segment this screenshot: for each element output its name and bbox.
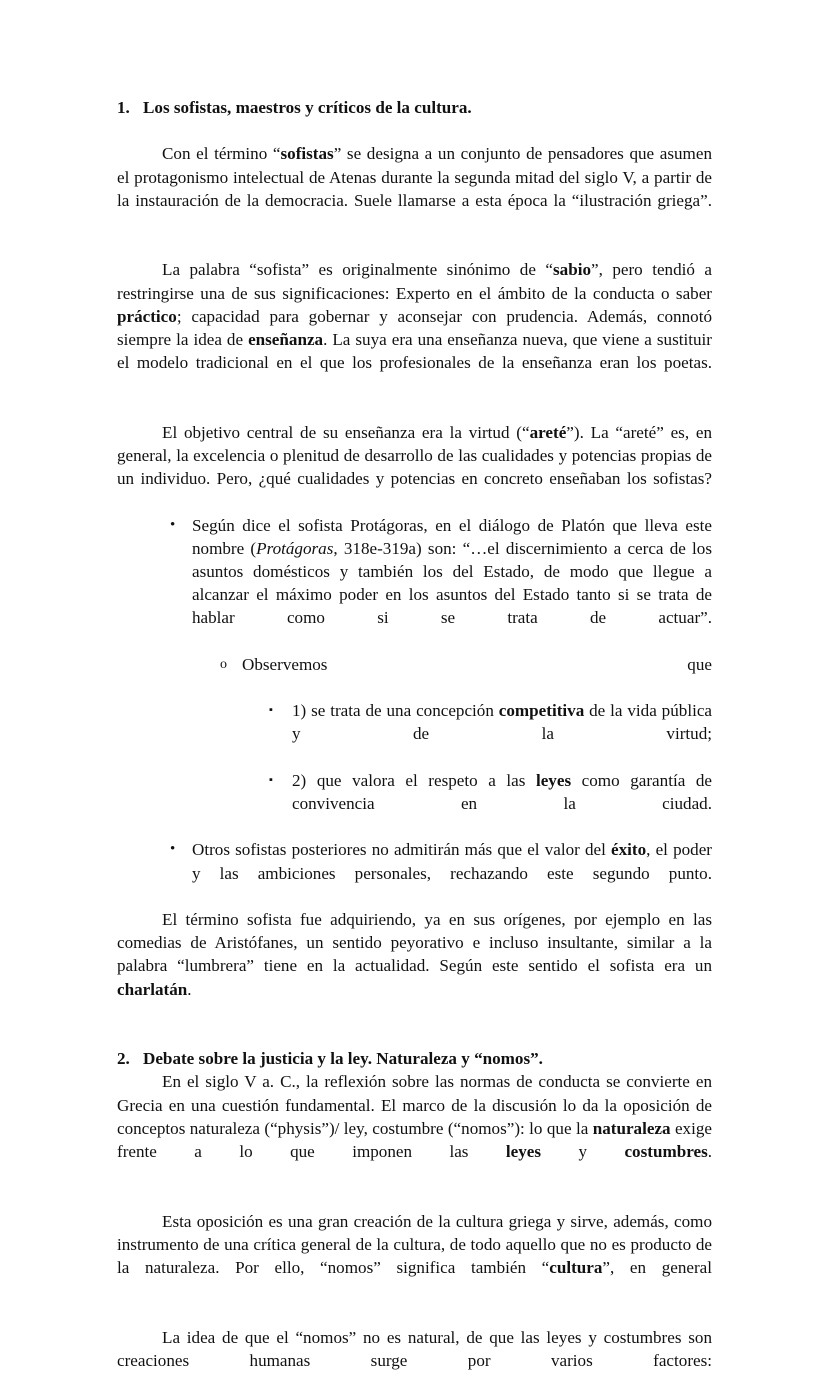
list-item bbox=[117, 699, 712, 769]
text-run: y bbox=[541, 1142, 625, 1162]
section-number-2: 2. bbox=[117, 1049, 130, 1069]
text-run: El objetivo central de su enseñanza era la virtud (“ bbox=[162, 422, 530, 442]
list-item bbox=[117, 838, 712, 908]
paragraph-physis-nomos bbox=[117, 1070, 712, 1186]
text-run: En el siglo V a. C., la reflexión sobre las normas de conducta se convierte en Grecia en una cuestión fundamental. El marco de la discusión lo da la oposición de conceptos naturaleza (“physis”)/ ley, costumbre (“nomos”): lo que la bbox=[117, 1072, 712, 1138]
list-item bbox=[117, 769, 712, 839]
bold-naturaleza: naturaleza bbox=[592, 1118, 671, 1138]
text-run: exige frente a lo que imponen las bbox=[117, 1118, 712, 1162]
bold-costumbres: costumbres bbox=[624, 1142, 708, 1162]
text-run: Otros sofistas posteriores no admitirán más que el valor del bbox=[192, 840, 612, 860]
section-title-1: Los sofistas, maestros y críticos de la cultura. bbox=[143, 98, 472, 117]
section-title-2: Debate sobre la justicia y la ley. Naturaleza y “nomos”. bbox=[143, 1049, 543, 1069]
bold-cultura: cultura bbox=[549, 1258, 603, 1278]
paragraph-termino-sofista bbox=[117, 908, 712, 1024]
paragraph-sofistas-definicion bbox=[117, 142, 712, 235]
text-run: de la vida pública y de la virtud; bbox=[292, 701, 712, 744]
text-run: Observemos que bbox=[242, 654, 712, 674]
vertical-spacer bbox=[117, 1024, 712, 1047]
bold-sabio: sabio bbox=[553, 260, 592, 280]
bullet-dot-icon: • bbox=[170, 516, 176, 533]
text-run: como garantía de convivencia en la ciudad. bbox=[292, 770, 712, 814]
vertical-spacer bbox=[117, 1186, 712, 1209]
text-run: ”, en general bbox=[602, 1258, 712, 1278]
bullet-square-icon: ▪ bbox=[269, 773, 273, 786]
text-run: Con el término “ bbox=[162, 144, 281, 164]
text-run: , 318e-319a) son: “…el discernimiento a cerca de los asuntos domésticos y también los del Estado, de modo que llegue a alcanzar el máximo poder en los asuntos del Estado tanto si se trata de hablar como si se trata de actuar”. bbox=[192, 538, 712, 628]
bullet-list-level2 bbox=[117, 653, 712, 699]
paragraph-sofista-sabio bbox=[117, 258, 712, 397]
bold-leyes-2: leyes bbox=[505, 1142, 542, 1162]
bold-charlatan: charlatán bbox=[117, 979, 188, 999]
bullet-list-level1-continued bbox=[117, 838, 712, 908]
bold-sofistas: sofistas bbox=[280, 144, 334, 164]
bullet-circle-icon: o bbox=[220, 656, 227, 672]
text-run: Según dice el sofista Protágoras, en el diálogo de Platón que lleva este nombre ( bbox=[192, 515, 712, 558]
text-run: La palabra “sofista” es originalmente sinónimo de “ bbox=[162, 260, 553, 280]
text-run: . La suya era una enseñanza nueva, que viene a sustituir el modelo tradicional en el que los profesionales de la enseñanza eran los poetas. bbox=[117, 330, 712, 373]
bold-arete: areté bbox=[529, 422, 567, 442]
text-run: ”, pero tendió a restringirse una de sus significaciones: Experto en el ámbito de la conducta o saber bbox=[117, 260, 712, 303]
text-run: Esta oposición es una gran creación de la cultura griega y sirve, además, como instrumento de una crítica general de la cultura, de todo aquello que no es producto de la naturaleza. Por ello, “nomos” significa también “ bbox=[117, 1211, 712, 1278]
text-run: . bbox=[707, 1142, 712, 1162]
vertical-spacer bbox=[117, 119, 712, 142]
document-body bbox=[117, 96, 712, 1395]
bullet-list-level3 bbox=[117, 699, 712, 838]
bullet-list-level1 bbox=[117, 514, 712, 653]
bullet-square-icon: ▪ bbox=[269, 704, 273, 717]
text-run: 1) se trata de una concepción bbox=[292, 701, 499, 721]
text-run: ” se designa a un conjunto de pensadores que asumen el protagonismo intelectual de Atenas durante la segunda mitad del siglo V, a partir de la instauración de la democracia. Suele llamarse a esta época la “ilustración griega”. bbox=[117, 144, 712, 210]
text-run: La idea de que el “nomos” no es natural, de que las leyes y costumbres son creaciones humanas surge por varios factores: bbox=[117, 1327, 712, 1370]
paragraph-oposicion-cultura bbox=[117, 1210, 712, 1303]
section-heading-2 bbox=[117, 1047, 712, 1070]
italic-protagoras: Protágoras bbox=[256, 538, 334, 558]
bold-leyes: leyes bbox=[535, 770, 572, 790]
vertical-spacer bbox=[117, 1302, 712, 1325]
vertical-spacer bbox=[117, 398, 712, 421]
bold-ensenanza: enseñanza bbox=[248, 330, 324, 349]
text-run: . bbox=[187, 979, 192, 999]
section-number-1: 1. bbox=[117, 98, 130, 117]
bold-exito: éxito bbox=[611, 840, 647, 860]
list-item bbox=[117, 653, 712, 699]
text-run: ”). La “areté” es, en general, la excelencia o plenitud de desarrollo de las cualidades y potencias propias de un individuo. Pero, ¿qué cualidades y potencias en concreto enseñaban los sofistas? bbox=[117, 422, 713, 489]
bold-competitiva: competitiva bbox=[498, 701, 585, 721]
paragraph-arete bbox=[117, 421, 712, 514]
list-item bbox=[117, 514, 712, 653]
bullet-dot-icon: • bbox=[170, 841, 176, 858]
vertical-spacer bbox=[117, 235, 712, 258]
text-run: , el poder y las ambiciones personales, rechazando este segundo punto. bbox=[192, 840, 712, 883]
bold-practico: práctico bbox=[117, 306, 177, 326]
text-run: 2) que valora el respeto a las bbox=[292, 770, 536, 790]
paragraph-nomos-no-natural bbox=[117, 1326, 712, 1395]
text-run: ; capacidad para gobernar y aconsejar con prudencia. Además, connotó siempre la idea de bbox=[117, 306, 712, 349]
text-run: El término sofista fue adquiriendo, ya en sus orígenes, por ejemplo en las comedias de Aristófanes, un sentido peyorativo e incluso insultante, similar a la palabra “lumbrera” tiene en la actualidad. Según este sentido el sofista era un bbox=[117, 910, 712, 976]
section-heading-1 bbox=[117, 96, 712, 119]
